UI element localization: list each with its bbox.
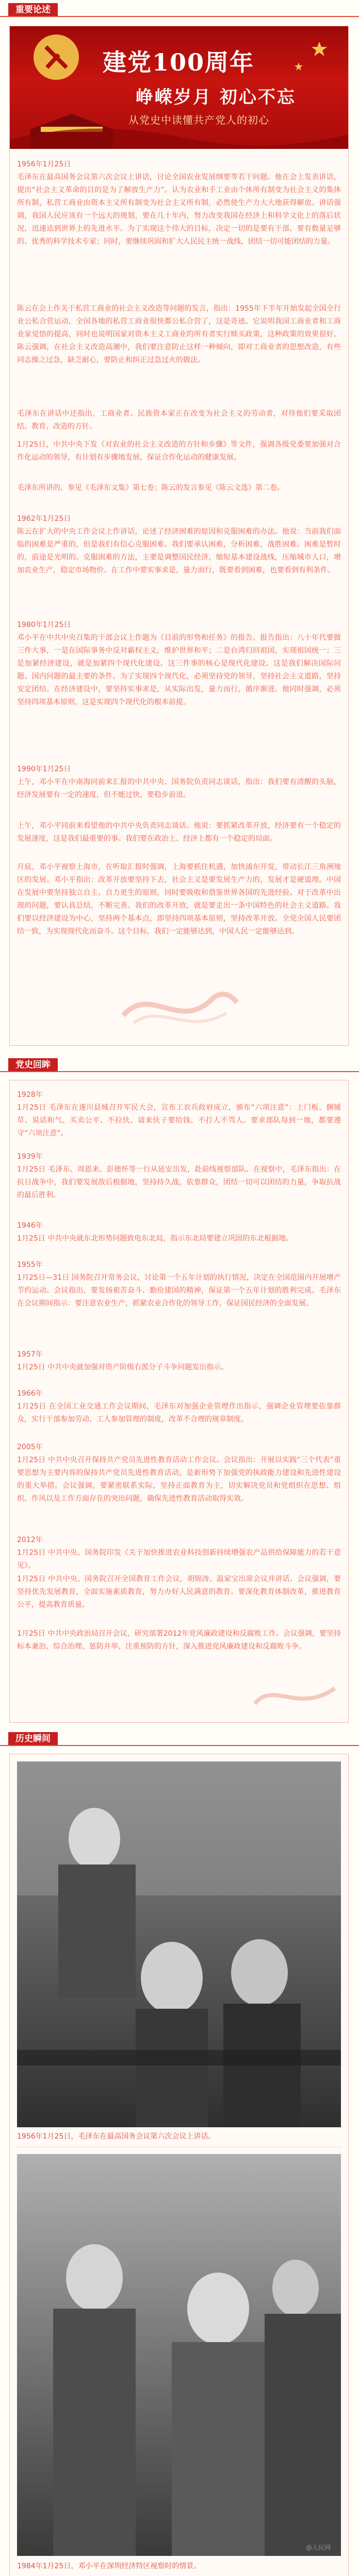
photo-deng-visit <box>17 2154 341 2556</box>
paragraph-date: 1962年1月25日 <box>17 515 71 523</box>
section-header <box>0 0 359 20</box>
banner-subtitle: 峥嵘岁月 初心不忘 <box>136 87 296 108</box>
section-header <box>0 1055 359 1075</box>
history-date: 2012年 <box>17 1536 43 1544</box>
history-date: 1957年 <box>17 1350 43 1359</box>
section-important-remarks <box>0 0 359 1051</box>
paragraph-text: 毛泽东所讲的，参见《毛泽东文集》第七卷；陈云的发言参见《陈云文选》第二卷。 <box>17 484 284 492</box>
paragraph-text: 毛泽东在讲话中还指出，工商业者、民族资本家正在改变为社会主义的劳动者，对待他们要采取团结、教育、改造的方针。 <box>17 410 341 431</box>
banner-tagline: 从党史中读懂共产党人的初心 <box>128 114 269 126</box>
history-item-9 <box>17 1573 341 1612</box>
history-text: 1月25日 中共中央、国务院印发《关于加快推进农业科技创新持续增强农产品供给保障能力的若干意见》。 <box>17 1549 341 1570</box>
paragraph-6 <box>17 513 341 577</box>
paragraph-text: 上午，邓小平同前来看望他的中共中央负责同志谈话。他说：要抓紧改革开放，经济要有一个稳定的发展速度，这是我们最重要的事。我们要在政治上、经济上都有一个稳定的局面。 <box>17 822 341 843</box>
photo-caption-2: 1984年1月25日，邓小平在深圳经济特区视察时的情景。 <box>17 2562 201 2570</box>
photo-mao-speech <box>17 1761 341 2127</box>
section-party-history <box>0 1055 359 1725</box>
paragraph-text: 邓小平在中共中央召集的干部会议上作题为《目前的形势和任务》的报告。报告指出：八十年代要做三件大事，一是在国际事务中反对霸权主义，维护世界和平；二是台湾归回祖国，实现祖国统一；三是加紧经济建设，就是加紧四个现代化建设。这三件事的核心是现代化建设。这是我们解决国际问题、国内问题的最主要的条件。为了实现四个现代化，必须坚持党的领导，坚持社会主义道路，坚持安定团结。在经济建设中，要坚持实事求是，从实际出发，量力而行，循序渐进。他同时强调，必须坚持四项基本原则，这是实现四个现代化的根本前提。 <box>17 634 341 706</box>
section-divider <box>0 16 359 17</box>
decorative-ribbon-icon <box>252 1673 340 1714</box>
paragraph-date: 1980年1月25日 <box>17 621 71 629</box>
section-divider <box>0 1745 359 1746</box>
history-item-3 <box>17 1219 341 1245</box>
content-frame <box>9 1754 349 2576</box>
watermark: @人民网 <box>305 2544 331 2551</box>
history-text: 1月25日 在全国工业交通工作会议期间，毛泽东对加强企业管理作出指示，强调企业管理要依靠群众，实行干部参加劳动、工人参加管理的制度，改革不合理的规章制度。 <box>17 1402 341 1423</box>
history-item-6 <box>17 1387 341 1426</box>
history-text: 1月25日 中共中央就加强对资产阶级右派分子斗争问题发出指示。 <box>17 1363 229 1371</box>
history-text: 1月25日 中共中央召开保持共产党员先进性教育活动工作会议。会议指出：开展以实践“三个代表”重要思想为主要内容的保持共产党员先进性教育活动，是新形势下加强党的执政能力建设和先进性建设的重大举措。会议强调，要紧密联系实际，坚持正面教育为主，切实解决党员和党组织在思想、组织、作风以及工作方面存在的突出问题，确保先进性教育活动取得实效。 <box>17 1456 341 1503</box>
paragraph-text: 月底，邓小平视察上海市，在听取汇报时强调，上海要抓住机遇，加快浦东开发，带动长江三角洲地区的发展。邓小平指出：改革开放要坚持下去，社会主义是要发展生产力的，发展才是硬道理。中国在发展中要坚持独立自主、自力更生的原则，同时要吸收和借鉴世界各国的先进经验。对于改革中出现的问题，要认真总结，不断完善。我们的改革开放，就是要走出一条中国特色的社会主义道路。我们要以经济建设为中心，坚持两个基本点，即坚持四项基本原则，坚持改革开放。全党全国人民要团结一致，为实现现代化而奋斗。这个目标，我们一定能够达到，中国人民一定能够达到。 <box>17 863 341 936</box>
paragraph-date: 1990年1月25日 <box>17 765 71 773</box>
section-tag: 党史回眸 <box>8 1058 58 1072</box>
paragraph-2 <box>17 302 341 367</box>
history-text: 1月25日 中共中央、国务院召开全国教育工作会议，胡锦涛、温家宝出席会议并讲话。会议强调，要坚持优先发展教育，全面实施素质教育，努力办好人民满意的教育。要深化教育体制改革，推进教育公平，提高教育质量。 <box>17 1575 341 1609</box>
historical-photo-1 <box>17 1761 341 2127</box>
history-item-5 <box>17 1348 341 1374</box>
paragraph-10 <box>17 861 341 938</box>
history-item-1 <box>17 1089 341 1140</box>
paragraph-8 <box>17 763 341 802</box>
banner-title: 建党100周年 <box>103 48 255 76</box>
history-date: 1928年 <box>17 1091 43 1099</box>
history-text: 1月25日 毛泽东、周恩来、彭德怀等一行从延安出发，赴前线视察部队。在视察中，毛泽东指出：在抗日战争中，我们要发展敌后根据地，坚持持久战，依靠群众，团结一切可以团结的力量，争取抗战的最后胜利。 <box>17 1165 341 1199</box>
paragraph-9 <box>17 820 341 845</box>
paragraph-3 <box>17 408 341 433</box>
paragraph-text: 毛泽东在最高国务会议第六次会议上讲话，讨论全国农业发展纲要等若干问题。他在会上发表讲话，提出“社会主义革命的目的是为了解放生产力”。认为农业和手工业由个体所有制变为社会主义的集体所有制，私营工商业由资本主义所有制变为社会主义所有制，必然使生产力大大地获得解放。讲话强调，我国人民应该有一个远大的规划，要在几十年内，努力改变我国在经济上和科学文化上的落后状况，迅速达到世界上的先进水平。为了实现这个伟大的目标，决定一切的是要有干部，要有数量足够的、优秀的科学技术专家；同时，要继续巩固和扩大人民民主统一战线，团结一切可能团结的力量。 <box>17 173 341 246</box>
section-divider <box>0 1071 359 1072</box>
history-item-7 <box>17 1441 341 1505</box>
history-text: 1月25日 中共中央政治局召开会议，研究部署2012年党风廉政建设和反腐败工作。会议强调，要坚持标本兼治、综合治理、惩防并举、注重预防的方针，深入推进党风廉政建设和反腐败斗争。 <box>17 1630 341 1651</box>
history-item-4 <box>17 1259 341 1310</box>
paragraph-1 <box>17 158 341 248</box>
section-header <box>0 1729 359 1749</box>
paragraph-date: 1956年1月25日 <box>17 160 71 168</box>
paragraph-5 <box>17 482 341 495</box>
section-tag: 重要论述 <box>8 3 58 16</box>
photo-caption-1: 1956年1月25日，毛泽东在最高国务会议第六次会议上讲话。 <box>17 2132 216 2141</box>
content-frame <box>9 26 349 1046</box>
banner-image <box>10 26 348 149</box>
paragraph-text: 1月25日，中共中央下发《对农业的社会主义改造的方针和步骤》等文件，强调各级党委要加强对合作化运动的领导，有计划有步骤地发展，保证合作化运动的健康发展。 <box>17 440 341 462</box>
section-historical-moments <box>0 1729 359 2576</box>
decorative-ribbon-icon <box>118 974 242 1031</box>
paragraph-4 <box>17 438 341 464</box>
history-item-2 <box>17 1150 341 1202</box>
content-frame <box>9 1080 349 1723</box>
history-item-10 <box>17 1628 341 1653</box>
paragraph-text: 陈云在会上作关于私营工商业的社会主义改造等问题的发言，指出：1955年下半年开始发起全国全行业公私合营运动，全国各地的私营工商业很快都公私合营了，这是奇迹。它说明我国工商业者和工商业家觉悟的提高，同时也说明国家对资本主义工商业的所有者实行赎买政策，这种政策的效果很好。陈云强调，在社会主义改造高潮中，我们要注意防止这样一种倾向，即对工商业者的思想改造，有些同志操之过急，缺乏耐心，要防止和纠正过急过火的做法。 <box>17 304 341 364</box>
history-item-8 <box>17 1534 341 1572</box>
history-date: 1939年 <box>17 1153 43 1161</box>
section-tag: 历史瞬间 <box>8 1732 58 1745</box>
paragraph-text: 上午，邓小平在中南海同前来汇报的中共中央、国务院负责同志谈话，指出：我们要有清醒的头脑，经济发展要有一定的速度，但不能过快，要稳步前进。 <box>17 778 341 799</box>
paragraph-text: 陈云在扩大的中央工作会议上作讲话，论述了经济困难的原因和克服困难的办法。他说：当前我们面临的困难是严重的，但是我们有信心克服困难。我们要承认困难，分析困难，战胜困难。困难是暂时的，前途是光明的。克服困难的方法，主要是调整国民经济，缩短基本建设战线，压缩城市人口，增加农业生产，稳定市场物价。在工作中要实事求是，量力而行，既要看到困难，也要看到有利条件。 <box>17 528 341 574</box>
history-text: 1月25日—31日 国务院召开常务会议，讨论第一个五年计划的执行情况，决定在全国范围内开展增产节约运动。会议指出，要发扬艰苦奋斗、勤俭建国的精神，保证第一个五年计划的胜利完成。毛泽东在会议期间指示：要注意农业生产，抓紧农业合作化的领导工作，保证国民经济的全面发展。 <box>17 1274 341 1308</box>
history-text: 1月25日 中共中央就东北形势问题致电东北局，指示东北局要建立巩固的东北根据地。 <box>17 1234 293 1243</box>
historical-photo-2 <box>17 2154 341 2556</box>
history-date: 1966年 <box>17 1389 43 1398</box>
history-date: 1946年 <box>17 1222 43 1230</box>
paragraph-7 <box>17 619 341 709</box>
history-date: 2005年 <box>17 1443 43 1451</box>
history-date: 1955年 <box>17 1261 43 1269</box>
history-text: 1月25日 毛泽东在遂川县城召开军民大会，宣布工农兵政府成立，颁布“六项注意”：上门板、捆铺草、说话和气、买卖公平、不拉伕、请来伕子要给钱、不打人不骂人。要求部队每到一地，都要遵守“六项注意”。 <box>17 1104 341 1138</box>
